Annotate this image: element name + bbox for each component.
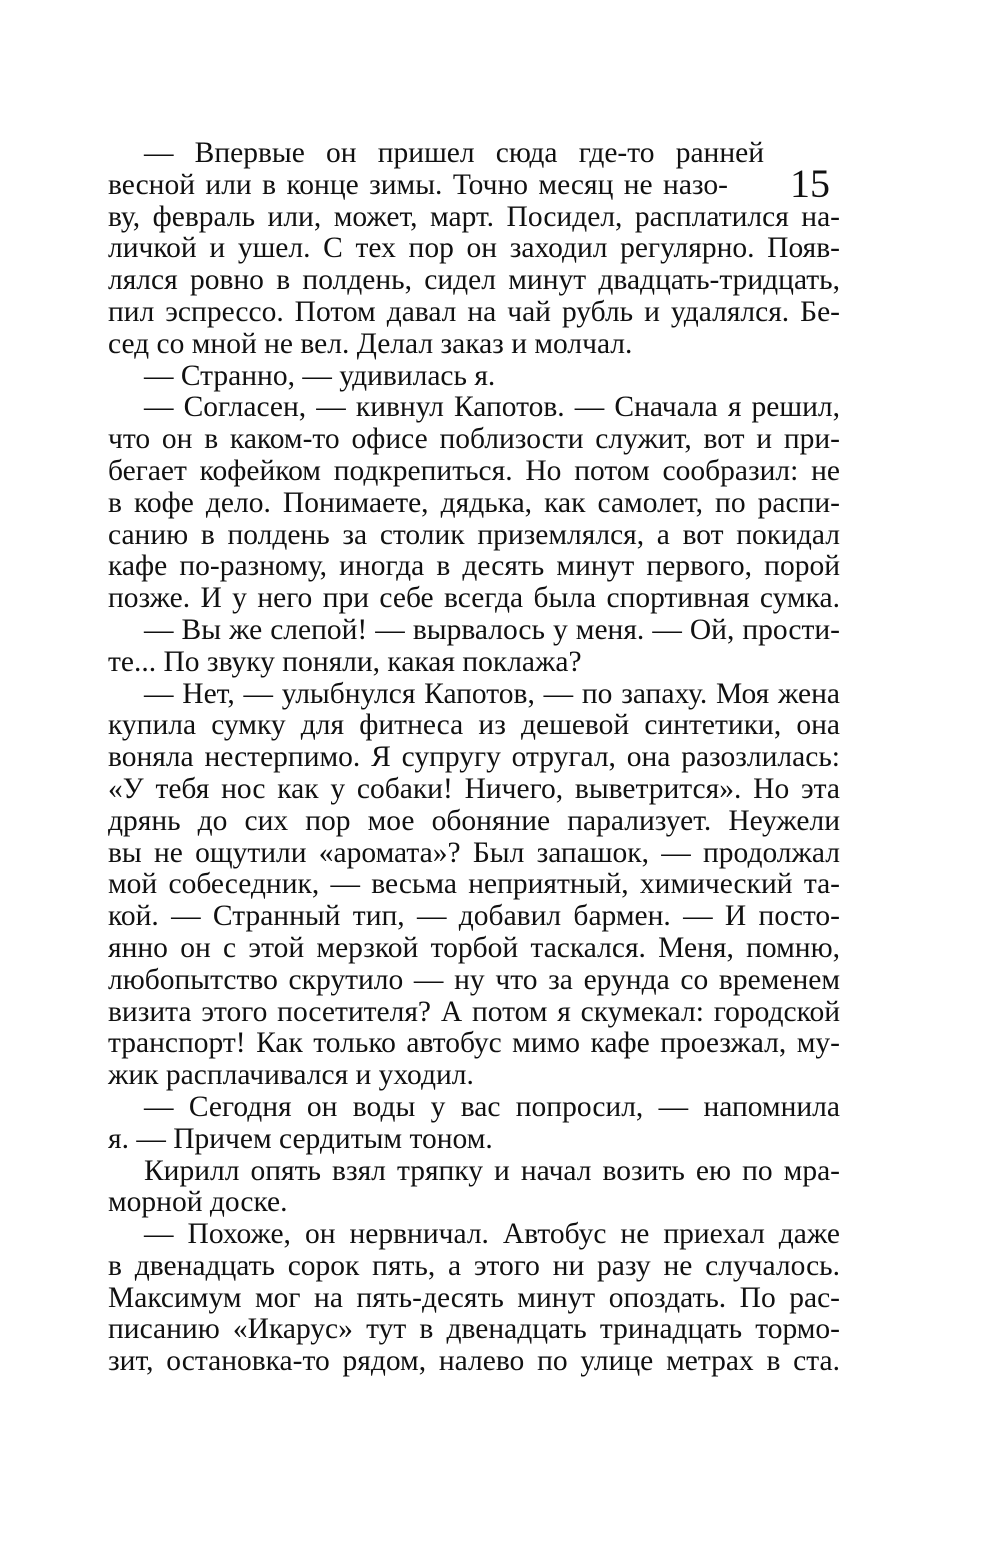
text-body — [108, 138, 840, 1378]
text-line: что он в каком-то офисе поблизости служит, вот и при- — [108, 423, 840, 456]
text-line: — Странно, — удивилась я. — [144, 359, 496, 392]
text-line: личкой и ушел. С тех пор он заходил регулярно. Появ- — [108, 232, 840, 265]
text-line: — Похоже, он нервничал. Автобус не приехал даже — [144, 1218, 840, 1251]
text-line: транспорт! Как только автобус мимо кафе проезжал, му- — [108, 1027, 840, 1060]
text-line: — Вы же слепой! — вырвалось у меня. — Ой, прости- — [144, 613, 840, 646]
text-line: — Сегодня он воды у вас попросил, — напомнила — [144, 1090, 840, 1123]
text-line: воняла нестерпимо. Я супругу отругал, она разозлилась: — [108, 741, 840, 774]
text-line: — Согласен, — кивнул Капотов. — Сначала я решил, — [144, 391, 840, 424]
text-line: жик расплачивался и уходил. — [108, 1059, 474, 1092]
text-line: бегает кофейком подкрепиться. Но потом сообразил: не — [108, 454, 840, 487]
text-line: любопытство скрутило — ну что за ерунда со временем — [108, 963, 840, 996]
text-line: морной доске. — [108, 1186, 288, 1219]
page-number: 15 — [790, 161, 830, 206]
text-line: Кирилл опять взял тряпку и начал возить ею по мра- — [144, 1154, 840, 1187]
text-line: сед со мной не вел. Делал заказ и молчал. — [108, 327, 633, 360]
text-line: в двенадцать сорок пять, а этого ни разу не случалось. — [108, 1249, 840, 1282]
text-line: — Впервые он пришел сюда где-то ранней — [144, 137, 764, 169]
text-line: те... По звуку поняли, какая поклажа? — [108, 645, 582, 678]
text-line: кой. — Странный тип, — добавил бармен. — И посто- — [108, 900, 840, 933]
text-line: купила сумку для фитнеса из дешевой синтетики, она — [108, 709, 840, 742]
text-line: — Нет, — улыбнулся Капотов, — по запаху. Моя жена — [144, 677, 840, 710]
text-line: зит, остановка-то рядом, налево по улице метрах в ста. — [108, 1345, 840, 1378]
text-line: я. — Причем сердитым тоном. — [108, 1122, 493, 1155]
text-line: «У тебя нос как у собаки! Ничего, выветрится». Но эта — [108, 772, 840, 805]
text-line: визита этого посетителя? А потом я скумекал: городской — [108, 995, 840, 1028]
text-line: кафе по-разному, иногда в десять минут первого, порой — [108, 550, 840, 583]
text-line: в кофе дело. Понимаете, дядька, как самолет, по распи- — [108, 486, 840, 519]
text-line: санию в полдень за столик приземлялся, а вот покидал — [108, 518, 840, 551]
text-line: позже. И у него при себе всегда была спортивная сумка. — [108, 582, 840, 615]
text-line: писанию «Икарус» тут в двенадцать тринадцать тормо- — [108, 1313, 840, 1346]
text-line: янно он с этой мерзкой торбой таскался. Меня, помню, — [108, 931, 840, 964]
text-line: лялся ровно в полдень, сидел минут двадцать-тридцать, — [108, 264, 840, 297]
text-line: ву, февраль или, может, март. Посидел, расплатился на- — [108, 200, 840, 233]
text-line: вы не ощутили «аромата»? Был запашок, — продолжал — [108, 836, 840, 869]
text-line: мой собеседник, — весьма неприятный, химический та- — [108, 868, 840, 901]
text-line: пил эспрессо. Потом давал на чай рубль и удалялся. Бе- — [108, 295, 840, 328]
text-line: весной или в конце зимы. Точно месяц не назо- — [108, 168, 728, 201]
text-line: дрянь до сих пор мое обоняние парализует. Неужели — [108, 804, 840, 837]
text-line: Максимум мог на пять-десять минут опоздать. По рас- — [108, 1281, 840, 1314]
